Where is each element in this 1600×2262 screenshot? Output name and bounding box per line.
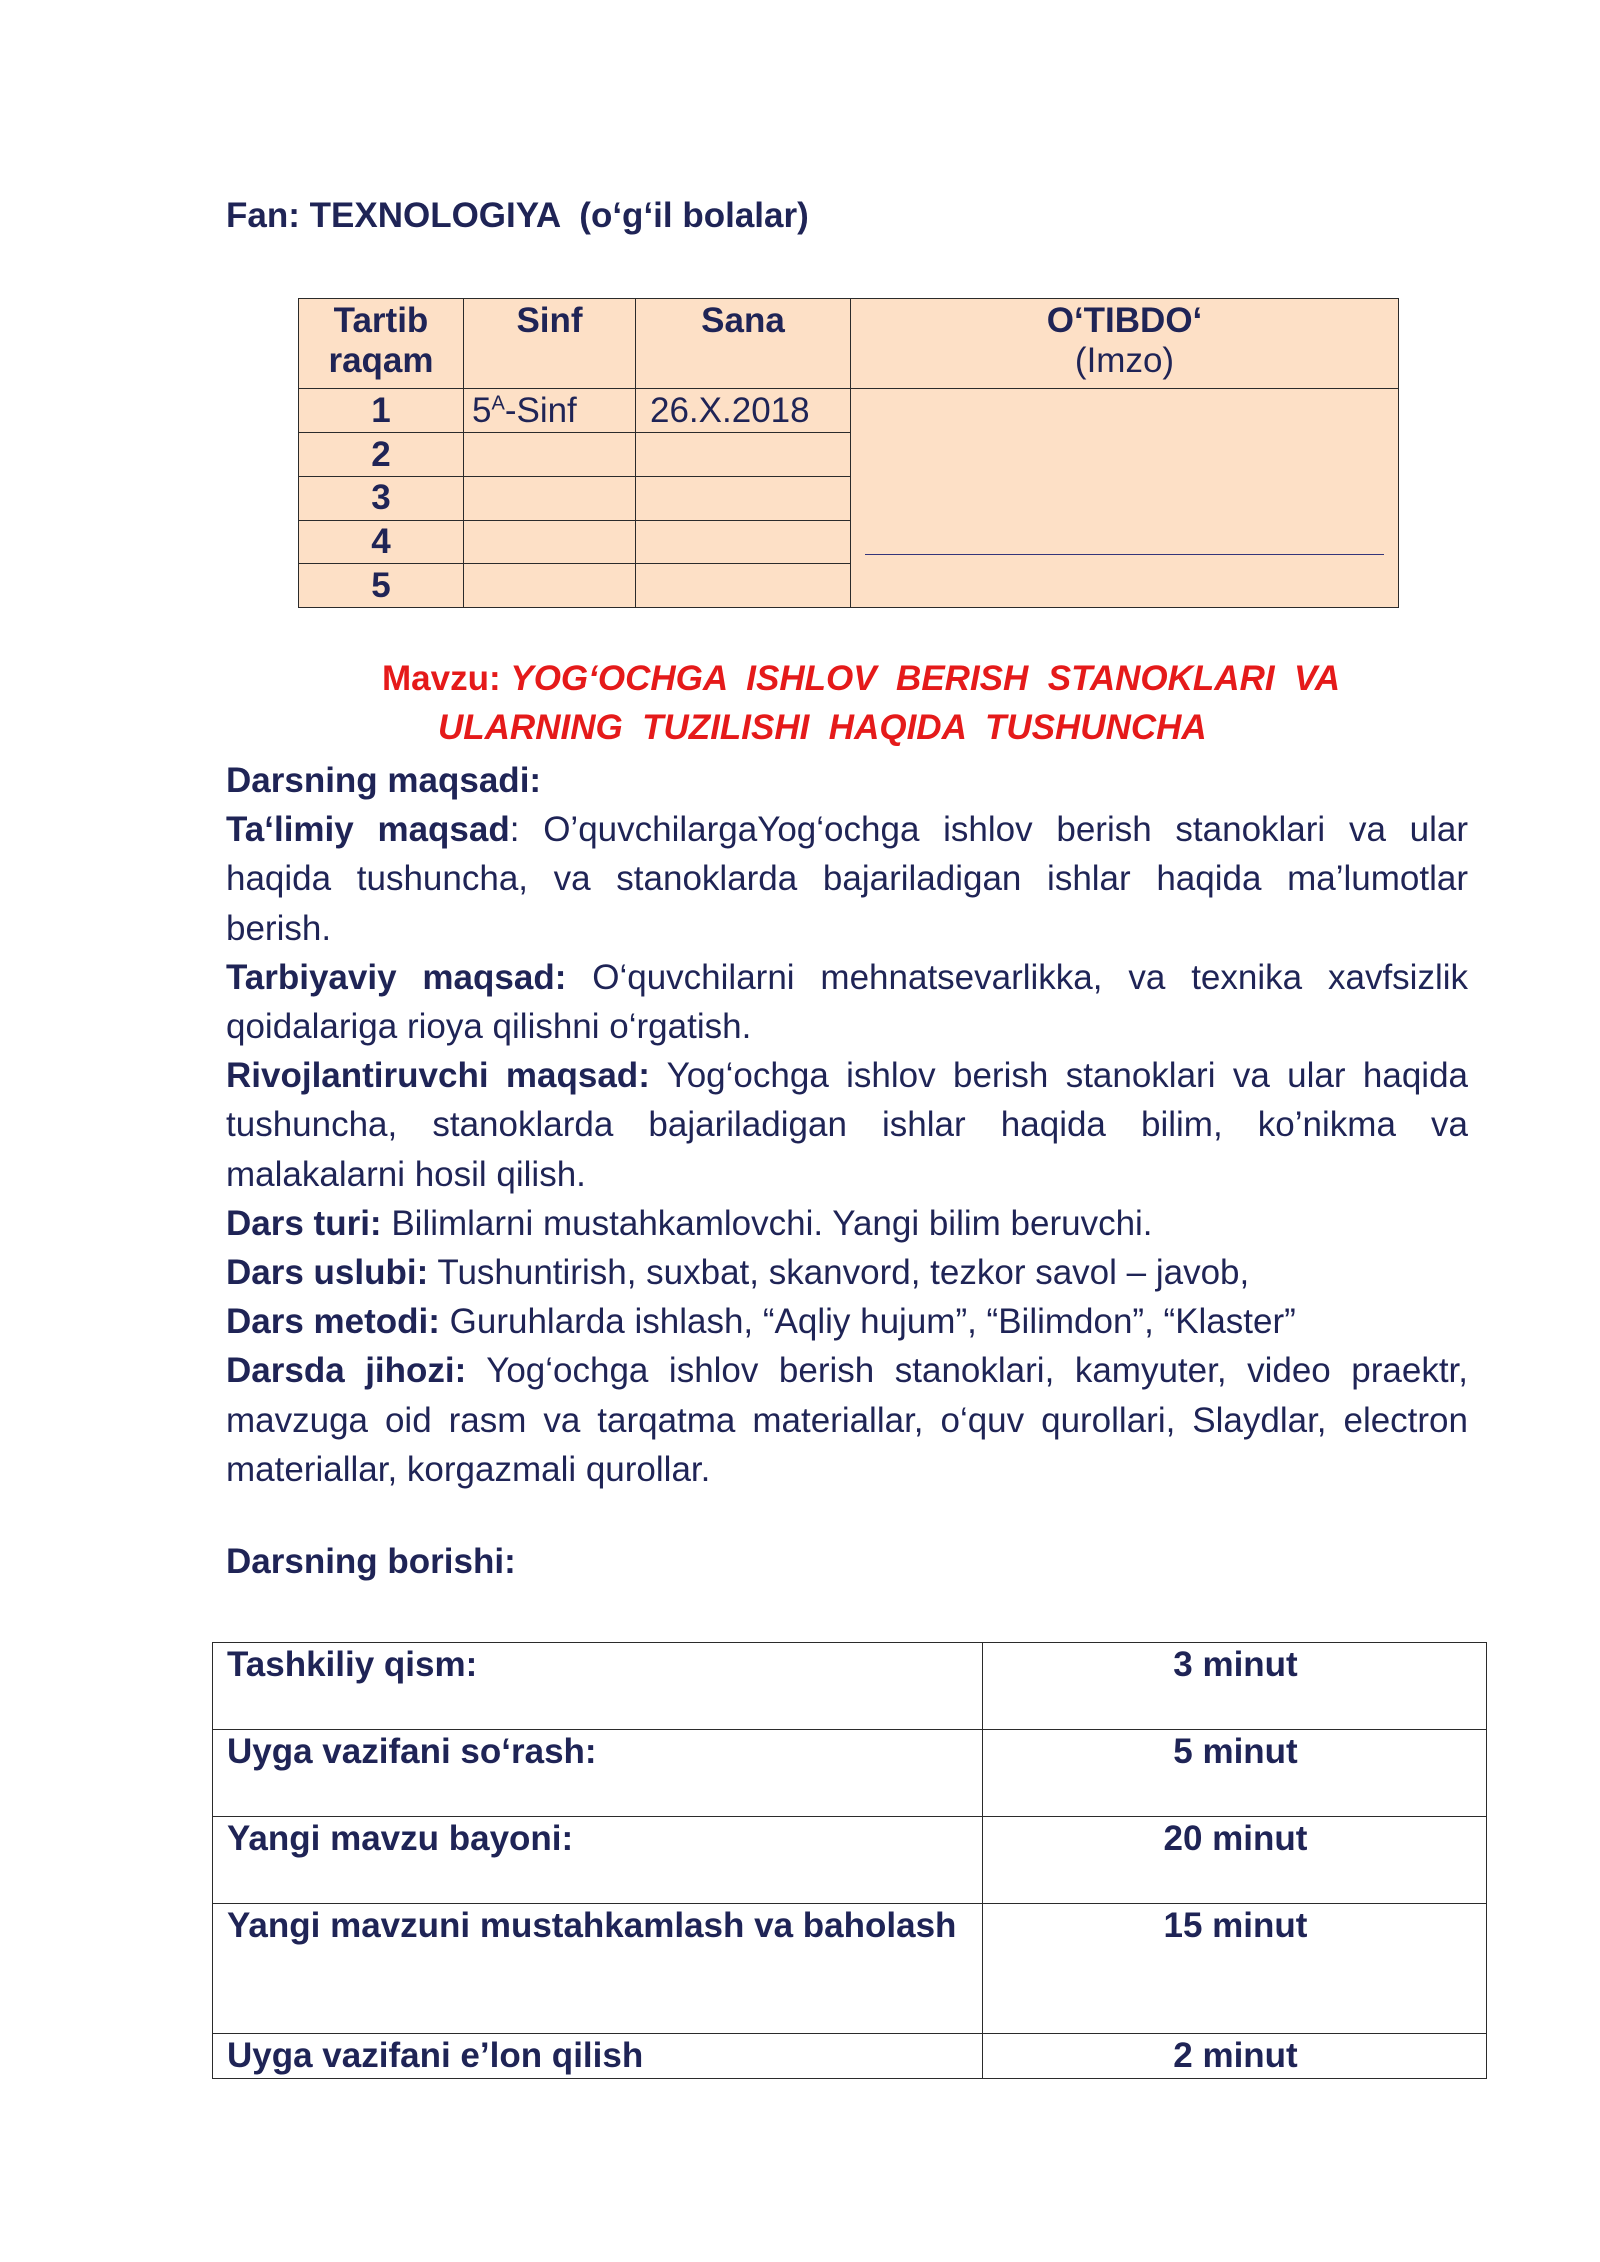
- row-number: 4: [299, 520, 464, 564]
- stage-time: 20 minut: [983, 1817, 1487, 1904]
- lesson-style: [226, 1248, 1468, 1297]
- row-number: 3: [299, 476, 464, 520]
- table-row: [299, 389, 1399, 433]
- stage-name: Uyga vazifani e’lon qilish: [213, 2034, 983, 2079]
- lesson-method-label: Dars metodi:: [226, 1302, 440, 1342]
- class-signature-table: [298, 298, 1399, 608]
- row-sinf: [464, 520, 636, 564]
- row-sinf: [464, 389, 636, 433]
- table-row: [213, 2034, 1487, 2079]
- stage-time: 5 minut: [983, 1730, 1487, 1817]
- upbringing-goal-text: O‘quvchilarni mehnatsevarlikka, va texnika xavfsizlik qoidalariga rioya qilishni o‘rgatish.: [226, 957, 1468, 1047]
- row-sana: [636, 520, 851, 564]
- subject-line: [226, 196, 809, 236]
- developmental-goal: [226, 1051, 1468, 1199]
- stage-name: Tashkiliy qism:: [213, 1643, 983, 1730]
- class-table-header-row: [299, 299, 1399, 389]
- lesson-type-label: Dars turi:: [226, 1203, 382, 1243]
- row-number: 1: [299, 389, 464, 433]
- row-number: 2: [299, 433, 464, 477]
- lesson-equipment-label: Darsda jihozi:: [226, 1351, 467, 1391]
- header-sinf: Sinf: [464, 299, 636, 389]
- topic-title-line-1: YOG‘OCHGA ISHLOV BERISH STANOKLARI VA: [510, 659, 1341, 698]
- lesson-objectives: [226, 756, 1468, 1494]
- objectives-heading: Darsning maqsadi:: [226, 761, 542, 800]
- header-otibdo: [851, 299, 1399, 389]
- stage-time: 15 minut: [983, 1904, 1487, 2034]
- row-sinf: [464, 433, 636, 477]
- table-row: [213, 1817, 1487, 1904]
- row-number: 5: [299, 564, 464, 608]
- upbringing-goal: [226, 953, 1468, 1051]
- educational-goal: [226, 805, 1468, 953]
- signature-line: [865, 554, 1384, 555]
- developmental-goal-text: Yog‘ochga ishlov berish stanoklari va ular haqida tushuncha, stanoklarda bajariladigan ishlar haqida bilim, ko’nikma va malakalarni hosil qilish.: [226, 1056, 1468, 1194]
- table-row: [213, 1643, 1487, 1730]
- educational-goal-text: : O’quvchilargaYog‘ochga ishlov berish stanoklari va ular haqida tushuncha, va stanoklarda bajariladigan ishlar haqida ma’lumotlar berish.: [226, 810, 1469, 948]
- subject-value: TEXNOLOGIYA (o‘g‘il bolalar): [309, 196, 809, 235]
- developmental-goal-label: Rivojlantiruvchi maqsad:: [226, 1056, 650, 1096]
- header-tartib: Tartib raqam: [299, 299, 464, 389]
- lesson-style-label: Dars uslubi:: [226, 1253, 429, 1293]
- header-otibdo-label: O‘TIBDO‘: [1046, 301, 1203, 340]
- stage-name: Uyga vazifani so‘rash:: [213, 1730, 983, 1817]
- lesson-style-text: Tushuntirish, suxbat, skanvord, tezkor savol – javob,: [428, 1253, 1250, 1293]
- row-sinf: [464, 476, 636, 520]
- table-row: [213, 1730, 1487, 1817]
- stage-time: 2 minut: [983, 2034, 1487, 2079]
- row-sana: [636, 564, 851, 608]
- upbringing-goal-label: Tarbiyaviy maqsad:: [226, 957, 567, 997]
- header-imzo-label: (Imzo): [1074, 341, 1175, 380]
- header-sana: Sana: [636, 299, 851, 389]
- lesson-equipment: [226, 1346, 1468, 1494]
- lesson-progress-heading: Darsning borishi:: [226, 1542, 516, 1581]
- lesson-equipment-text: Yog‘ochga ishlov berish stanoklari, kamyuter, video praektr, mavzuga oid rasm va tarqatma materiallar, o‘quv qurollari, Slaydlar, electron materiallar, korgazmali qurollar.: [226, 1351, 1468, 1489]
- stage-name: Yangi mavzuni mustahkamlash va baholash: [213, 1904, 983, 2034]
- lesson-type-text: Bilimlarni mustahkamlovchi. Yangi bilim beruvchi.: [381, 1203, 1153, 1243]
- topic-title-line-2: ULARNING TUZILISHI HAQIDA TUSHUNCHA: [438, 708, 1207, 747]
- row-sana: 26.X.2018: [636, 389, 851, 433]
- signature-cell: [851, 389, 1399, 608]
- lesson-plan-table: [212, 1642, 1487, 2079]
- row-sana: [636, 476, 851, 520]
- lesson-method-text: Guruhlarda ishlash, “Aqliy hujum”, “Bilimdon”, “Klaster”: [439, 1302, 1296, 1342]
- sinf-suffix: -Sinf: [504, 390, 577, 430]
- row-sana: [636, 433, 851, 477]
- topic-line-2: [438, 703, 1600, 752]
- stage-name: Yangi mavzu bayoni:: [213, 1817, 983, 1904]
- row-sinf: [464, 564, 636, 608]
- stage-time: 3 minut: [983, 1643, 1487, 1730]
- subject-label: Fan:: [226, 196, 300, 235]
- sinf-base: 5: [472, 390, 492, 430]
- lesson-method: [226, 1297, 1468, 1346]
- topic-label: Mavzu:: [382, 659, 501, 698]
- educational-goal-label: Ta‘limiy maqsad: [226, 810, 510, 850]
- table-row: [213, 1904, 1487, 2034]
- lesson-type: [226, 1199, 1468, 1248]
- sinf-superscript: A: [491, 392, 505, 415]
- topic-line-1: [382, 654, 1600, 703]
